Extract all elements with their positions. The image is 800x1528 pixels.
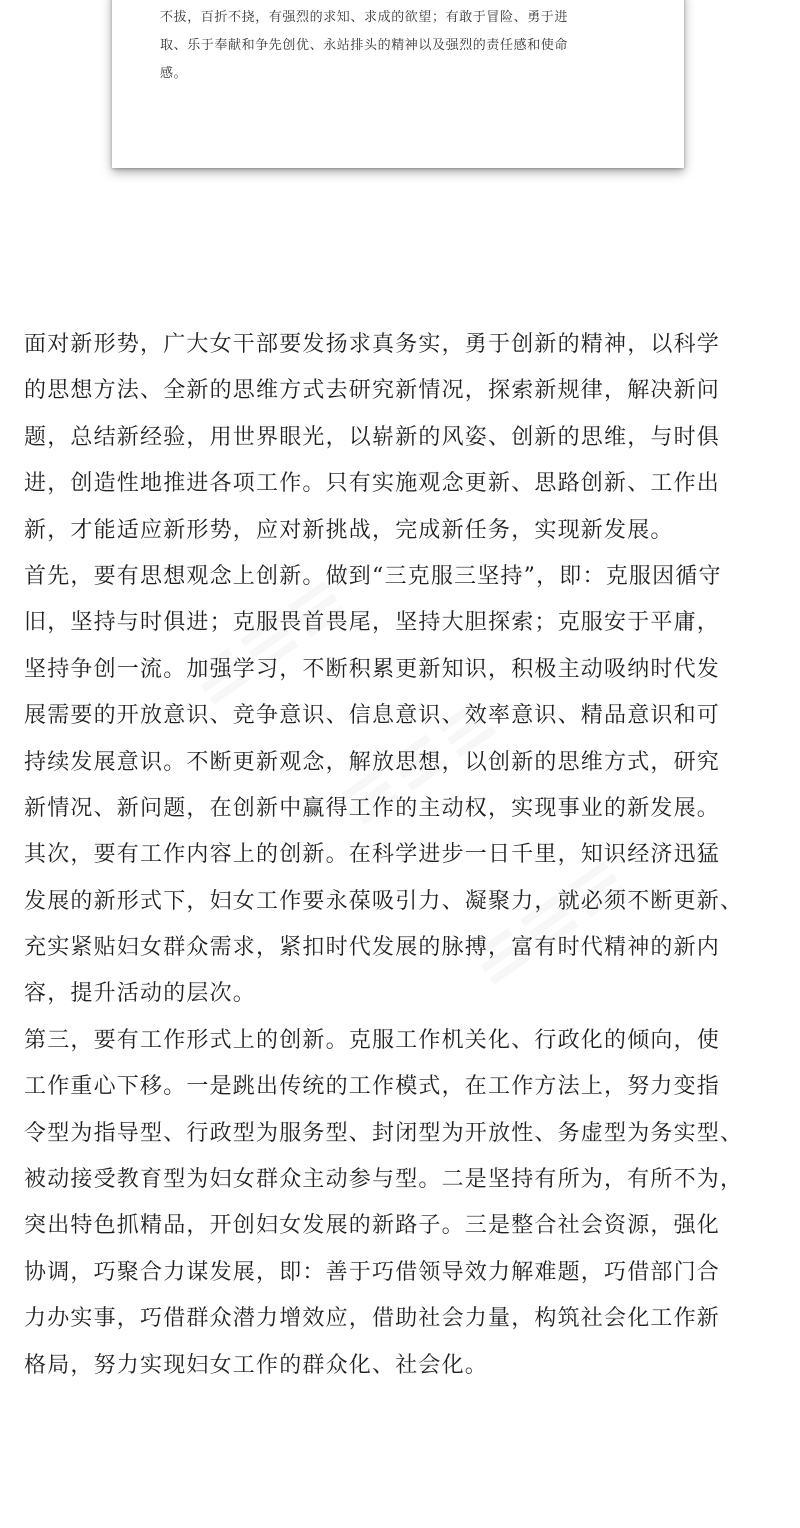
article-line: 其次，要有工作内容上的创新。在科学进步一日千里，知识经济迅猛 bbox=[24, 842, 721, 868]
quote-card-text bbox=[160, 4, 650, 88]
article-line: 力办实事，巧借群众潜力增效应，借助社会力量，构筑社会化工作新 bbox=[24, 1306, 721, 1332]
article-line: 发展的新形式下，妇女工作要永葆吸引力、凝聚力，就必须不断更新、 bbox=[24, 888, 744, 914]
article-line: 首先，要有思想观念上创新。做到“三克服三坚持”，即：克服因循守 bbox=[24, 563, 722, 589]
article-line: 题，总结新经验，用世界眼光，以崭新的风姿、创新的思维，与时俱 bbox=[24, 424, 721, 450]
article-line: 第三，要有工作形式上的创新。克服工作机关化、行政化的倾向，使 bbox=[24, 1027, 721, 1053]
article-line: 面对新形势，广大女干部要发扬求真务实，勇于创新的精神，以科学 bbox=[24, 332, 721, 357]
article-line: 协调，巧聚合力谋发展，即：善于巧借领导效力解难题，巧借部门合 bbox=[24, 1259, 721, 1285]
article-line: 的思想方法、全新的思维方式去研究新情况，探索新规律，解决新问 bbox=[24, 378, 721, 404]
watermark-decoration: ≡≡≡ bbox=[452, 836, 644, 1006]
card-line: 感。 bbox=[160, 66, 188, 81]
article-line: 新，才能适应新形势，应对新挑战，完成新任务，实现新发展。 bbox=[24, 517, 674, 543]
article-line: 新情况、新问题，在创新中赢得工作的主动权，实现事业的新发展。 bbox=[24, 795, 721, 821]
card-line: 不拔，百折不挠，有强烈的求知、求成的欲望；有敢于冒险、勇于进 bbox=[160, 10, 569, 25]
card-line: 取、乐于奉献和争先创优、永站排头的精神以及强烈的责任感和使命 bbox=[160, 38, 569, 53]
article-line: 容，提升活动的层次。 bbox=[24, 981, 257, 1007]
article-line: 充实紧贴妇女群众需求，紧扣时代发展的脉搏，富有时代精神的新内 bbox=[24, 935, 721, 961]
quote-card bbox=[112, 0, 684, 168]
watermark-decoration: ≡≡≡ bbox=[172, 556, 364, 726]
article-line: 展需要的开放意识、竞争意识、信息意识、效率意识、精品意识和可 bbox=[24, 703, 721, 729]
article-line: 令型为指导型、行政型为服务型、封闭型为开放性、务虚型为务实型、 bbox=[24, 1120, 744, 1146]
article-line: 被动接受教育型为妇女群众主动参与型。二是坚持有所为，有所不为， bbox=[24, 1167, 744, 1193]
article-line: 进，创造性地推进各项工作。只有实施观念更新、思路创新、工作出 bbox=[24, 471, 721, 497]
article-line: 坚持争创一流。加强学习，不断积累更新知识，积极主动吸纳时代发 bbox=[24, 656, 721, 682]
article-line: 工作重心下移。一是跳出传统的工作模式，在工作方法上，努力变指 bbox=[24, 1074, 721, 1100]
article-line: 格局，努力实现妇女工作的群众化、社会化。 bbox=[24, 1352, 489, 1378]
article-line: 突出特色抓精品，开创妇女发展的新路子。三是整合社会资源，强化 bbox=[24, 1213, 721, 1239]
article-line: 持续发展意识。不断更新观念，解放思想，以创新的思维方式，研究 bbox=[24, 749, 721, 775]
article-line: 旧，坚持与时俱进；克服畏首畏尾，坚持大胆探索；克服安于平庸， bbox=[24, 610, 721, 636]
article-body bbox=[24, 322, 800, 1389]
watermark-decoration: ≡≡≡ bbox=[322, 676, 514, 846]
